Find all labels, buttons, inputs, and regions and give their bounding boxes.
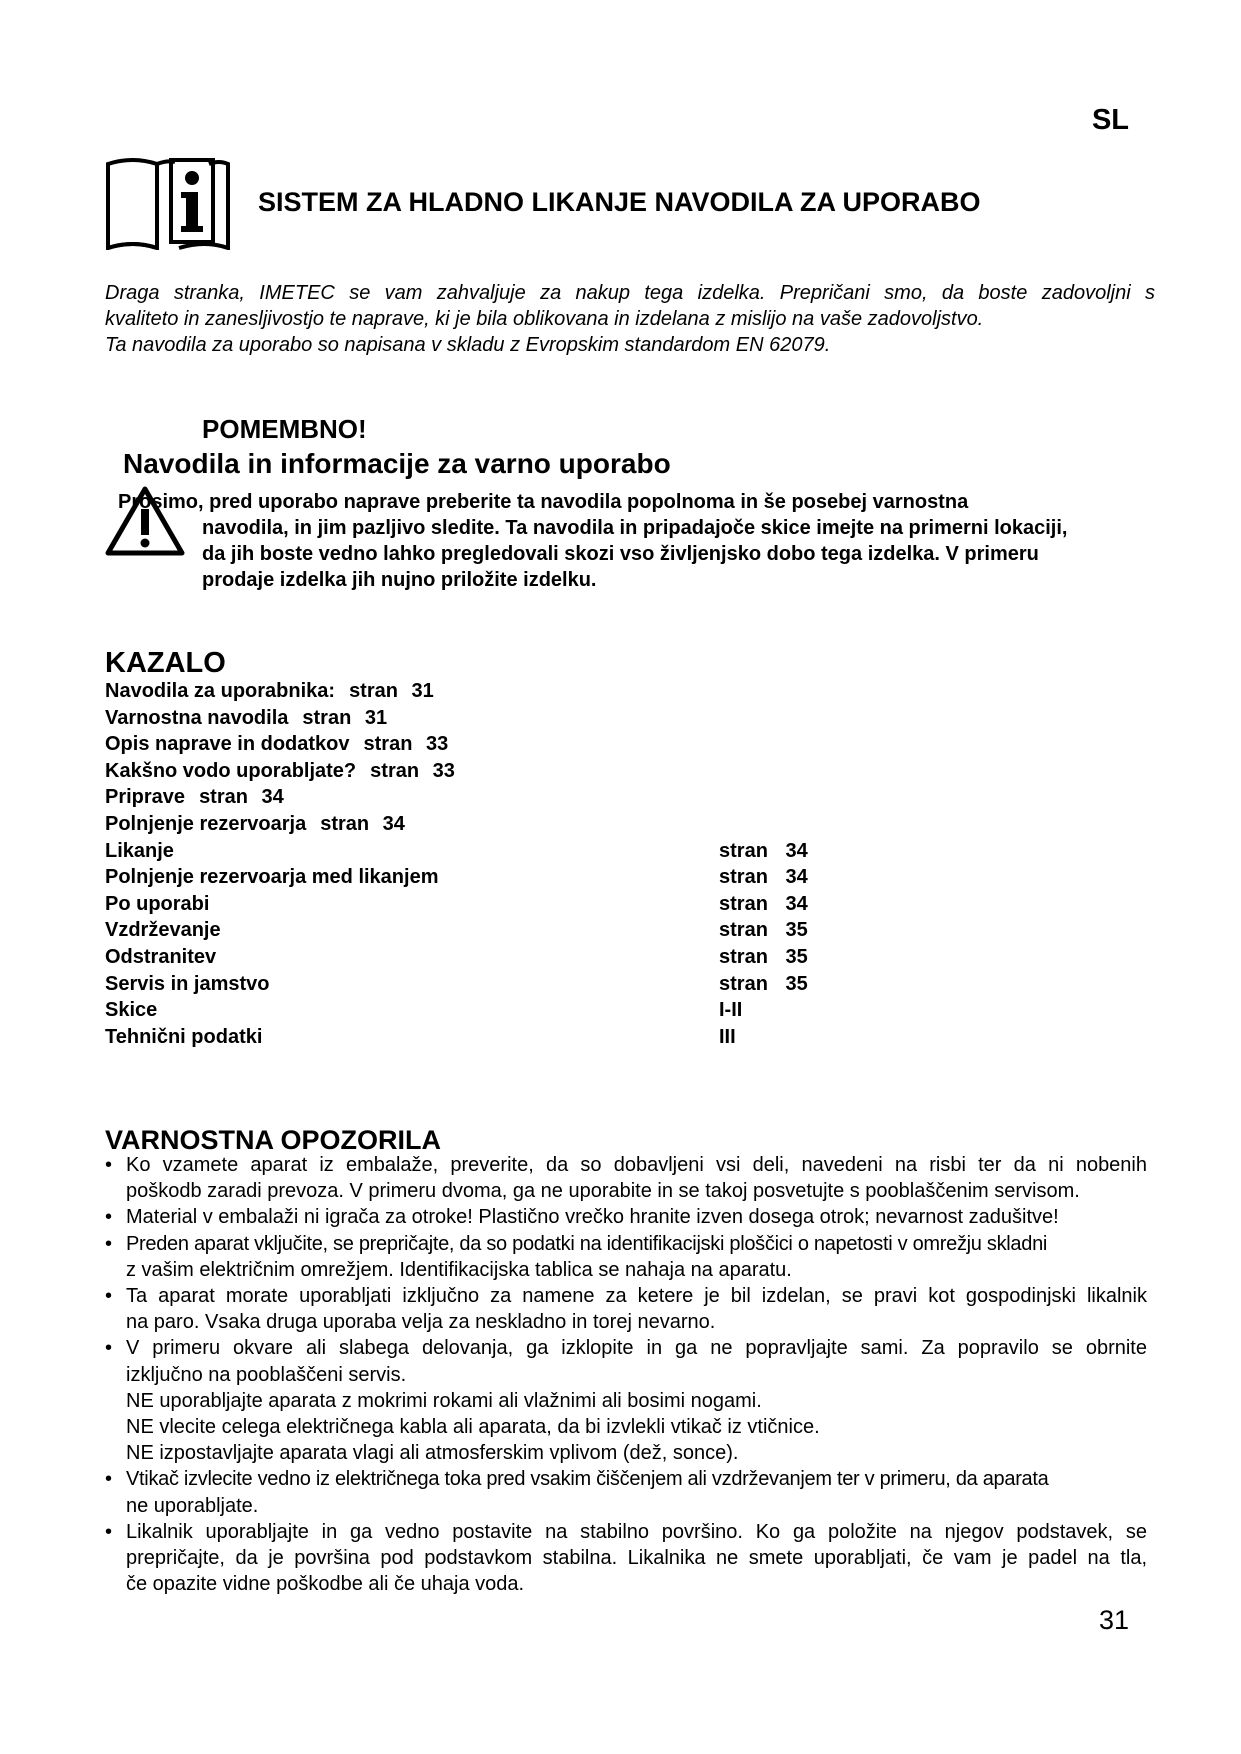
list-item	[105, 1466, 1147, 1518]
toc-item-page: stran 35	[719, 972, 808, 995]
toc-item-label: Likanje	[105, 839, 174, 862]
toc-item-label: Polnjenje rezervoarja	[105, 812, 307, 835]
toc-item-page: stran 34	[199, 786, 284, 809]
list-item	[105, 1283, 1147, 1335]
important-line: da jih boste vedno lahko pregledovali skozi vso življenjsko dobo tega izdelka. V primeru	[202, 543, 1039, 565]
toc-item	[105, 971, 865, 998]
bullet: •	[105, 1520, 113, 1543]
toc-item-label: Varnostna navodila	[105, 706, 289, 729]
intro-line: Draga stranka, IMETEC se vam zahvaljuje za nakup tega izdelka. Prepričani smo, da boste zadovoljni s	[105, 282, 1155, 304]
list-item-line: Preden aparat vključite, se prepričajte, da so podatki na identifikacijski ploščici o napetosti v omrežju skladni	[126, 1232, 1048, 1255]
list-item-line: V primeru okvare ali slabega delovanja, ga izklopite in ga ne popravljajte sami. Za popravilo se obrnite	[126, 1337, 1147, 1360]
safety-title: VARNOSTNA OPOZORILA	[105, 1125, 441, 1155]
list-item	[105, 1204, 1147, 1230]
toc-item	[105, 917, 865, 944]
toc-item	[105, 944, 865, 971]
toc-item-label: Vzdrževanje	[105, 919, 221, 942]
toc-item	[105, 705, 865, 732]
bullet: •	[105, 1206, 113, 1229]
toc-item-page: stran 31	[302, 706, 388, 729]
toc-item	[105, 784, 865, 811]
list-item	[105, 1519, 1147, 1598]
toc-item-label: Servis in jamstvo	[105, 972, 270, 995]
safety-list	[105, 1152, 1147, 1597]
list-item	[105, 1335, 1147, 1466]
safe-use-title: Navodila in informacije za varno uporabo	[123, 448, 671, 479]
toc-item-page: I-II	[719, 999, 743, 1022]
list-item-line: prepričajte, da je površina pod podstavkom stabilna. Likalnika ne smete uporabljati, če vam je padel na tla,	[126, 1547, 1147, 1570]
toc-item-label: Navodila za uporabnika:	[105, 680, 336, 702]
toc-item	[105, 864, 865, 891]
list-item	[105, 1152, 1147, 1204]
bullet: •	[105, 1154, 113, 1176]
list-item-line: poškodb zaradi prevoza. V primeru dvoma, ga ne uporabite in se takoj posvetujte s pooblaščenim servisom.	[126, 1180, 1080, 1203]
toc-item	[105, 1024, 865, 1051]
toc-item	[105, 731, 865, 758]
toc-item-page: stran 34	[719, 839, 808, 862]
language-code: SL	[1091, 104, 1129, 136]
important-line: navodila, in jim pazljivo sledite. Ta navodila in pripadajoče skice imejte na primerni lokaciji,	[202, 517, 1068, 539]
toc-item-page: stran 33	[363, 733, 449, 756]
list-item-line: NE vlecite celega električnega kabla ali aparata, da bi izvlekli vtikač iz vtičnice.	[126, 1416, 820, 1439]
toc-item-page: III	[719, 1025, 736, 1048]
toc-item	[105, 678, 865, 705]
toc-item	[105, 811, 865, 838]
table-of-contents	[105, 678, 865, 1050]
list-item-line: Ta aparat morate uporabljati izključno za namene za ketere je bil izdelan, se pravi kot gospodinjski likalnik	[126, 1285, 1147, 1308]
important-paragraph	[118, 489, 1158, 593]
toc-item-page: stran 34	[320, 812, 405, 835]
toc-item-label: Priprave	[105, 786, 186, 809]
list-item-line: Material v embalaži ni igrača za otroke! Plastično vrečko hranite izven dosega otrok; nevarnost zadušitve!	[126, 1206, 1059, 1229]
important-line: prodaje izdelka jih nujno priložite izdelku.	[202, 569, 597, 591]
toc-item-page: stran 35	[719, 945, 808, 968]
list-item-line: Vtikač izvlecite vedno iz električnega toka pred vsakim čiščenjem ali vzdrževanjem ter v primeru, da aparata	[126, 1468, 1049, 1491]
toc-item	[105, 758, 865, 785]
list-item-line: NE izpostavljajte aparata vlagi ali atmosferskim vplivom (dež, sonce).	[126, 1442, 739, 1465]
toc-title: KAZALO	[105, 647, 226, 679]
list-item-line: NE uporabljajte aparata z mokrimi rokami ali vlažnimi ali bosimi nogami.	[126, 1389, 762, 1412]
list-item-line: izključno na pooblaščeni servis.	[126, 1363, 407, 1386]
toc-item-page: stran 31	[349, 680, 434, 702]
page-title: SISTEM ZA HLADNO LIKANJE NAVODILA ZA UPORABO	[258, 187, 981, 217]
toc-item	[105, 838, 865, 865]
bullet: •	[105, 1285, 113, 1308]
toc-item	[105, 891, 865, 918]
toc-item-page: stran 34	[719, 866, 808, 889]
toc-item-label: Po uporabi	[105, 892, 210, 915]
intro-line: Ta navodila za uporabo so napisana v skladu z Evropskim standardom EN 62079.	[105, 334, 831, 356]
list-item	[105, 1231, 1147, 1283]
bullet: •	[105, 1232, 113, 1255]
toc-item-label: Skice	[105, 999, 158, 1022]
toc-item-page: stran 35	[719, 919, 808, 942]
toc-item-label: Kakšno vodo uporabljate?	[105, 759, 357, 782]
toc-item-label: Polnjenje rezervoarja med likanjem	[105, 866, 439, 889]
toc-item-label: Tehnični podatki	[105, 1025, 263, 1048]
list-item-line: ne uporabljate.	[126, 1494, 259, 1517]
important-line: Prosimo, pred uporabo naprave preberite ta navodila popolnoma in še posebej varnostna	[118, 491, 969, 513]
intro-line: kvaliteto in zanesljivostjo te naprave, ki je bila oblikovana in izdelana z mislijo na vaše zadovoljstvo.	[105, 308, 984, 330]
list-item-line: na paro. Vsaka druga uporaba velja za neskladno in torej nevarno.	[126, 1311, 716, 1334]
list-item-line: Ko vzamete aparat iz embalaže, preverite, da so dobavljeni vsi deli, navedeni na risbi ter da ni nobenih	[126, 1154, 1147, 1176]
info-book-icon	[105, 158, 231, 250]
list-item-line: Likalnik uporabljajte in ga vedno postavite na stabilno površino. Ko ga položite na njegov podstavek, se	[126, 1520, 1147, 1543]
toc-item-page: stran 33	[370, 759, 455, 782]
page-number: 31	[1098, 1605, 1129, 1635]
toc-item-label: Odstranitev	[105, 945, 217, 968]
toc-item-page: stran 34	[719, 892, 808, 915]
intro-paragraph	[105, 280, 1155, 358]
toc-item-label: Opis naprave in dodatkov	[105, 733, 350, 756]
list-item-line: če opazite vidne poškodbe ali če uhaja voda.	[126, 1573, 525, 1596]
list-item-line: z vašim električnim omrežjem. Identifikacijska tablica se nahaja na aparatu.	[126, 1258, 792, 1281]
toc-item	[105, 997, 865, 1024]
bullet: •	[105, 1337, 113, 1360]
important-label: POMEMBNO!	[202, 414, 367, 444]
bullet: •	[105, 1468, 113, 1491]
